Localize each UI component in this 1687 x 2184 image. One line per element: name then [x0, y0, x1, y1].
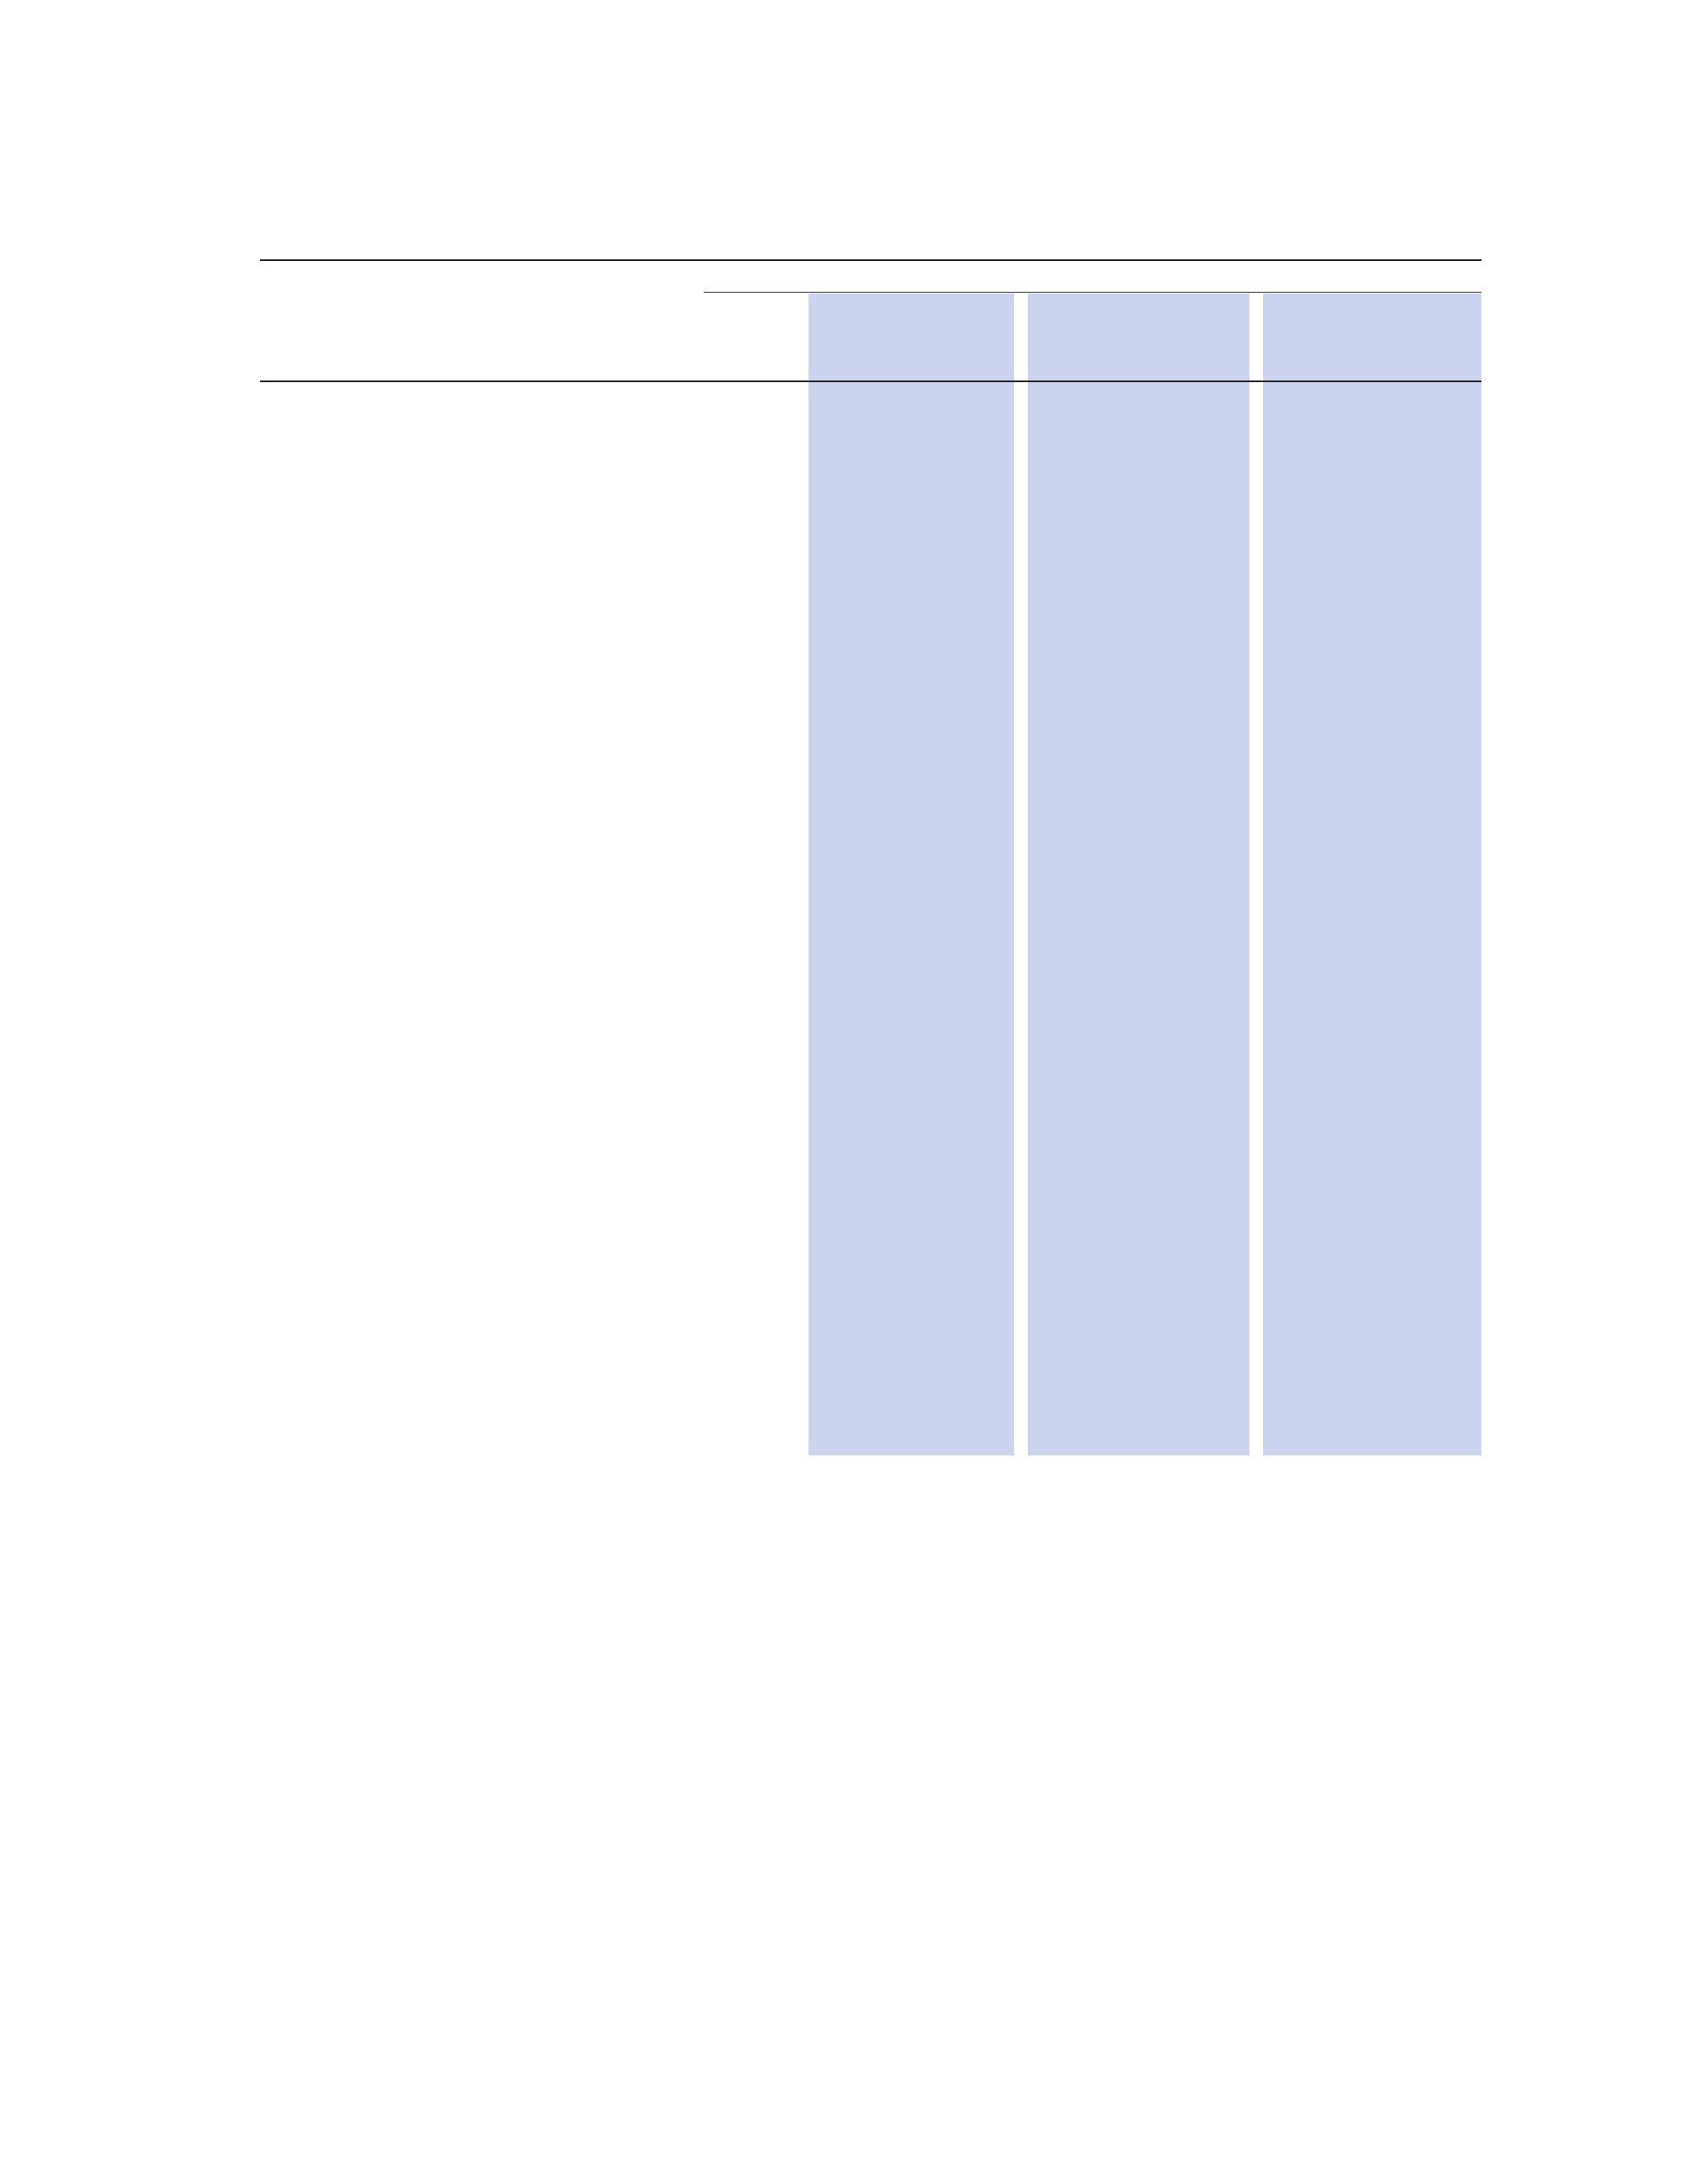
- diff-april-header: [1263, 299, 1481, 322]
- shade-diff-july: [1028, 293, 1249, 1455]
- running-header: [938, 94, 1484, 120]
- bottom-rule: [260, 259, 1481, 261]
- header-bottom-rule: [260, 380, 1481, 382]
- page-footer: [938, 2030, 1484, 2055]
- group-rule: [704, 292, 1481, 293]
- footnotes: [260, 1425, 1488, 1430]
- shade-diff-april: [1263, 293, 1481, 1455]
- diff-july-header: [1028, 299, 1249, 322]
- shade-projections: [809, 293, 1014, 1455]
